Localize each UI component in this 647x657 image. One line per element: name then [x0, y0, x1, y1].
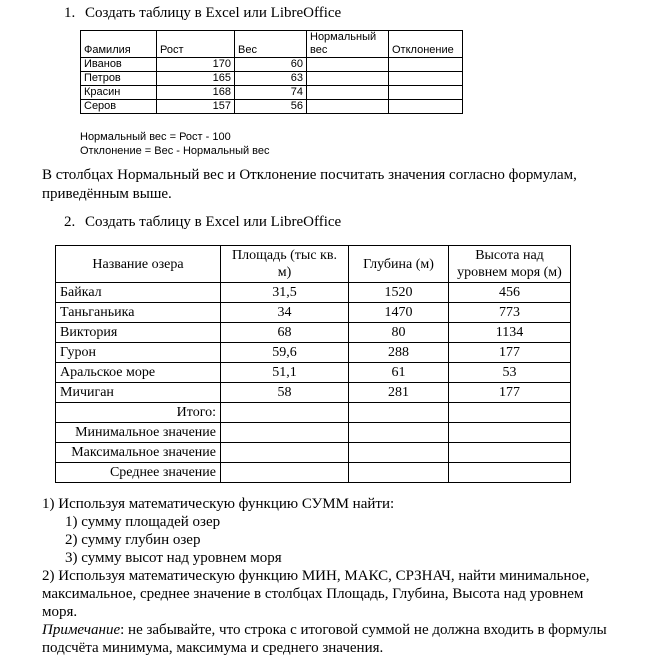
- table-summary-label: Минимальное значение: [56, 423, 221, 443]
- table-summary-row: [56, 403, 571, 423]
- instruction-sum-item-3: 3) сумму высот над уровнем моря: [65, 550, 282, 566]
- table-cell: [307, 58, 389, 72]
- table-header-cell: Название озера: [56, 246, 221, 283]
- table-cell: 157: [157, 100, 235, 114]
- table-cell: 281: [349, 383, 449, 403]
- table-cell: 56: [235, 100, 307, 114]
- table-row: [56, 323, 571, 343]
- instruction-sum: 1) Используя математическую функцию СУММ найти:: [42, 496, 395, 512]
- table-row: [81, 72, 463, 86]
- instructions-block: [42, 495, 619, 657]
- table-cell: [349, 463, 449, 483]
- table-row: [81, 58, 463, 72]
- table-cell: Таньганьика: [56, 303, 221, 323]
- table-cell: [221, 423, 349, 443]
- table-cell: [307, 100, 389, 114]
- table-cell: [449, 403, 571, 423]
- table-header-cell: Рост: [157, 31, 235, 58]
- lakes-table: [55, 245, 571, 483]
- note-line: [42, 621, 619, 657]
- table-cell: [389, 86, 463, 100]
- task-2-title: Создать таблицу в Excel или LibreOffice: [85, 214, 342, 230]
- table-summary-label: Максимальное значение: [56, 443, 221, 463]
- table-cell: [389, 72, 463, 86]
- table-cell: 773: [449, 303, 571, 323]
- table-cell: Аральское море: [56, 363, 221, 383]
- table-cell: [389, 100, 463, 114]
- table-cell: [307, 86, 389, 100]
- table-header-cell: Вес: [235, 31, 307, 58]
- table-cell: 59,6: [221, 343, 349, 363]
- table-cell: 168: [157, 86, 235, 100]
- instruction-sum-item-2: 2) сумму глубин озер: [65, 532, 201, 548]
- table-cell: [449, 463, 571, 483]
- table-cell: 1134: [449, 323, 571, 343]
- task-2-number: 2.: [64, 214, 76, 230]
- table-cell: 31,5: [221, 283, 349, 303]
- table-cell: 165: [157, 72, 235, 86]
- table-row: [56, 283, 571, 303]
- table-cell: 80: [349, 323, 449, 343]
- formula-normal-weight: Нормальный вес = Рост - 100: [80, 131, 231, 143]
- table-cell: [389, 58, 463, 72]
- weight-table: [80, 30, 463, 114]
- table-cell: [349, 403, 449, 423]
- table-cell: 63: [235, 72, 307, 86]
- table-cell: [449, 423, 571, 443]
- formula-deviation: Отклонение = Вес - Нормальный вес: [80, 145, 270, 157]
- table-cell: 177: [449, 343, 571, 363]
- instruction-min-max-avg: 2) Используя математическую функцию МИН, МАКС, СРЗНАЧ, найти минимальное, максимальное, среднее значение в столбцах Площадь, Глубина, Высота над уровнем моря.: [42, 568, 590, 620]
- table-cell: Гурон: [56, 343, 221, 363]
- table-cell: [349, 443, 449, 463]
- table-header-cell: Фамилия: [81, 31, 157, 58]
- table-header-cell: Отклонение: [389, 31, 463, 58]
- table-row: [56, 343, 571, 363]
- table-cell: 58: [221, 383, 349, 403]
- table-cell: 456: [449, 283, 571, 303]
- table-cell: 1470: [349, 303, 449, 323]
- table-summary-row: [56, 423, 571, 443]
- table-row: [81, 86, 463, 100]
- table-cell: [221, 463, 349, 483]
- task-1-title: Создать таблицу в Excel или LibreOffice: [85, 5, 342, 21]
- instruction-sum-item-1: 1) сумму площадей озер: [65, 514, 221, 530]
- table-cell: 53: [449, 363, 571, 383]
- table-cell: [349, 423, 449, 443]
- formulas-block: [80, 130, 619, 158]
- table-row: [56, 363, 571, 383]
- table-header-cell: Глубина (м): [349, 246, 449, 283]
- table-cell: [221, 403, 349, 423]
- table-cell: 1520: [349, 283, 449, 303]
- paragraph-instructions-1: В столбцах Нормальный вес и Отклонение посчитать значения согласно формулам, приведённым выше.: [42, 167, 577, 202]
- table-header-cell: Нормальный вес: [307, 31, 389, 58]
- table-row: [56, 303, 571, 323]
- table-header-cell: Высота над уровнем моря (м): [449, 246, 571, 283]
- table-cell: [221, 443, 349, 463]
- table-cell: [307, 72, 389, 86]
- table-row: [81, 100, 463, 114]
- table-cell: 60: [235, 58, 307, 72]
- table-cell: Иванов: [81, 58, 157, 72]
- table-summary-label: Среднее значение: [56, 463, 221, 483]
- table-cell: [449, 443, 571, 463]
- table-summary-row: [56, 443, 571, 463]
- table-header-cell: Площадь (тыс кв. м): [221, 246, 349, 283]
- table-cell: Мичиган: [56, 383, 221, 403]
- table-cell: Байкал: [56, 283, 221, 303]
- table-cell: Красин: [81, 86, 157, 100]
- table-header-row: [81, 31, 463, 58]
- table-row: [56, 383, 571, 403]
- table-cell: 51,1: [221, 363, 349, 383]
- task-1-number: 1.: [64, 5, 76, 21]
- table-cell: Виктория: [56, 323, 221, 343]
- task-2-line: [64, 213, 619, 232]
- table-summary-label: Итого:: [56, 403, 221, 423]
- table-cell: Серов: [81, 100, 157, 114]
- table-cell: 34: [221, 303, 349, 323]
- table-cell: 61: [349, 363, 449, 383]
- table-cell: 170: [157, 58, 235, 72]
- table-cell: 68: [221, 323, 349, 343]
- table-header-row: [56, 246, 571, 283]
- table-cell: 74: [235, 86, 307, 100]
- table-cell: Петров: [81, 72, 157, 86]
- note-label: Примечание: [42, 622, 121, 638]
- table-cell: 177: [449, 383, 571, 403]
- task-1-line: [64, 4, 619, 23]
- note-text: : не забывайте, что строка с итоговой суммой не должна входить в формулы подсчёта минимума, максимума и среднего значения.: [42, 622, 607, 656]
- table-cell: 288: [349, 343, 449, 363]
- table-summary-row: [56, 463, 571, 483]
